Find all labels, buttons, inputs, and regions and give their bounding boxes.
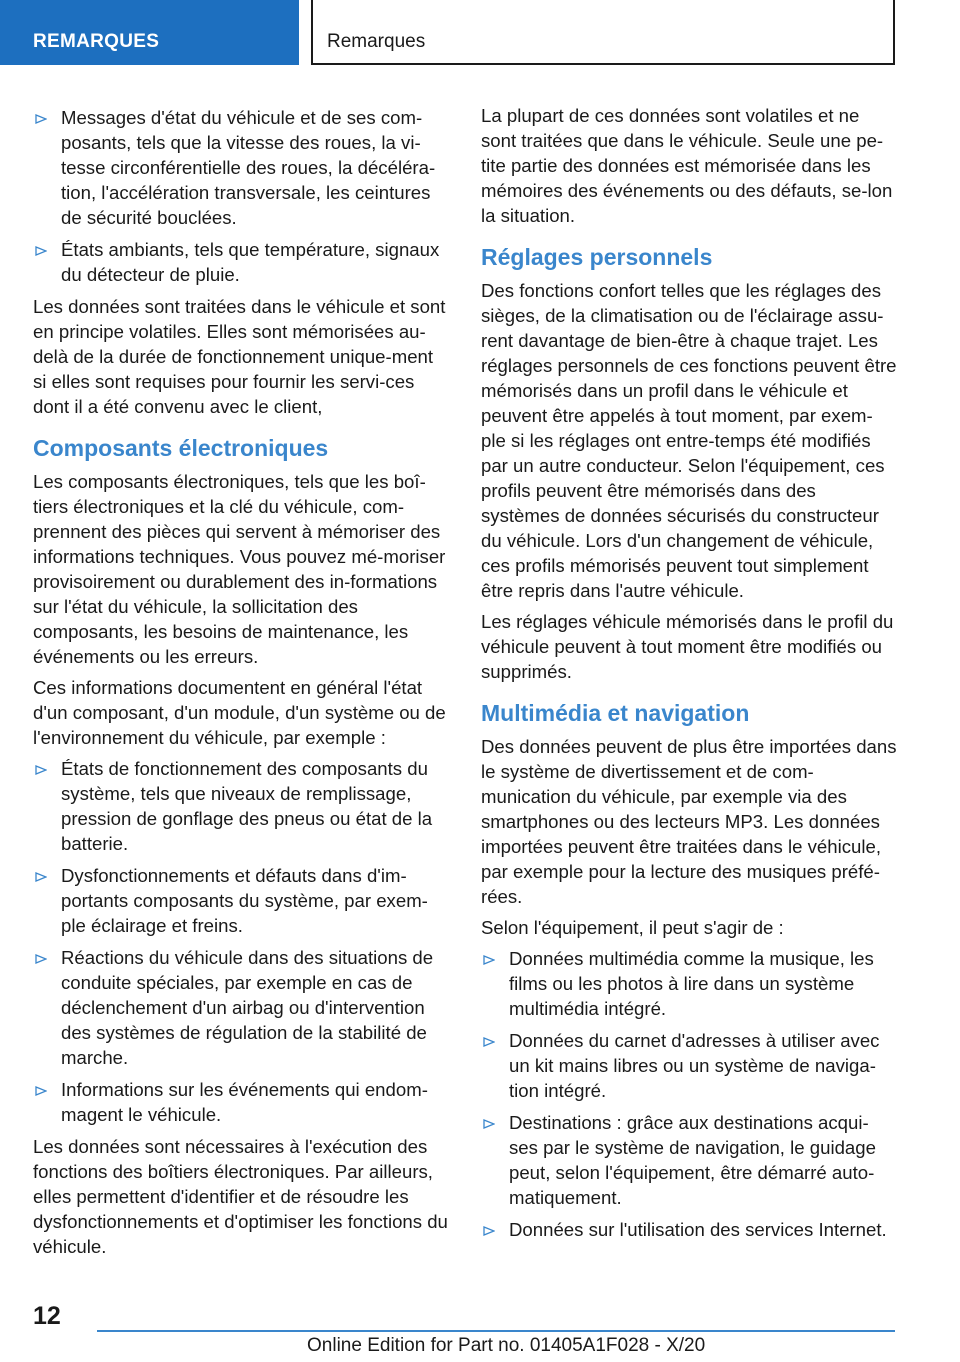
section-tab [0,0,299,65]
list-item: États de fonctionnement des composants du système, tels que niveaux de remplissage, pression de gonflage des pneus ou état de la batterie. [33,756,449,856]
page-header [311,0,895,65]
paragraph: Les composants électroniques, tels que les boî-tiers électroniques et la clé du véhicule, com-prennent des pièces qui servent à mémoriser des informations techniques. Vous pouvez mé-moriser provisoirement ou durablement des in-formations sur l'état du véhicule, la sollicitation des composants, les besoins de maintenance, les événements ou les erreurs. [33,471,446,667]
list-item: Destinations : grâce aux destinations acqui-ses par le système de navigation, le guidage peut, selon l'équipement, être démarré auto-matiquement. [481,1110,897,1210]
bullet-triangle-icon [35,872,47,882]
page-number: 12 [33,1302,61,1330]
bullet-triangle-icon [483,1037,495,1047]
right-column [481,103,897,1249]
section-label: REMARQUES [33,31,160,52]
paragraph: Les données sont nécessaires à l'exécution des fonctions des boîtiers électroniques. Par ailleurs, elles permettent d'identifier et de résoudre les dysfonctionnements et d'optimiser les fonctions du véhicule. [33,1136,448,1257]
paragraph: Des données peuvent de plus être importées dans le système de divertissement et de com-munication du véhicule, par exemple via des smartphones ou des lecteurs MP3. Les données importées peuvent être traitées dans le véhicule, par exemple pour la lecture des musiques préfé-rées. [481,736,897,907]
footer-divider [97,1330,895,1332]
paragraph: Les données sont traitées dans le véhicule et sont en principe volatiles. Elles sont mémorisées au-delà de la durée de fonctionnement unique-ment si elles sont requises pour fournir les servi-ces dont il a été convenu avec le client, [33,296,446,417]
bullet-triangle-icon [35,1086,47,1096]
paragraph: Ces informations documentent en général l'état d'un composant, d'un module, d'un système ou de l'environnement du véhicule, par exemple : [33,677,446,748]
multimedia-list [481,946,897,1242]
paragraph: La plupart de ces données sont volatiles et ne sont traitées que dans le véhicule. Seule une pe-tite partie des données est mémorisée dans les mémoires des événements ou des défauts, se-lon la situation. [481,105,893,226]
paragraph: Les réglages véhicule mémorisés dans le profil du véhicule peuvent à tout moment être modifiés ou supprimés. [481,611,894,682]
footer-edition-text: Online Edition for Part no. 01405A1F028 - X/20 [307,1335,706,1356]
bullet-triangle-icon [35,246,47,256]
section-heading: Réglages personnels [481,244,713,270]
list-item: Messages d'état du véhicule et de ses com-posants, tels que la vitesse des roues, la vi-tesse circonférentielle des roues, la décéléra-tion, l'accélération transversale, les ceintures de sécurité bouclées. [33,105,449,230]
paragraph: Des fonctions confort telles que les réglages des sièges, de la climatisation ou de l'éclairage assu-rent davantage de bien-être à chaque trajet. Les réglages personnels de ces fonctions peuvent être mémorisés dans un profil dans le véhicule et peuvent être appelés à tout moment, par exem-ple si les réglages ont entre-temps été modifiés par un autre conducteur. Selon l'équipement, ces profils peuvent être mémorisés dans des systèmes de données sécurisés du constructeur du véhicule. Lors d'un changement de véhicule, ces profils mémorisés peuvent tout simplement être repris dans l'autre véhicule. [481,280,897,601]
list-item: Réactions du véhicule dans des situations de conduite spéciales, par exemple en cas de déclenchement d'un airbag ou d'intervention des systèmes de régulation de la stabilité de marche. [33,945,449,1070]
bullet-triangle-icon [35,954,47,964]
bullet-triangle-icon [483,1226,495,1236]
bullet-triangle-icon [35,114,47,124]
bullet-triangle-icon [35,765,47,775]
list-item: Données multimédia comme la musique, les films ou les photos à lire dans un système multimédia intégré. [481,946,897,1021]
section-heading: Multimédia et navigation [481,700,750,726]
bullet-triangle-icon [483,1119,495,1129]
list-item: États ambiants, tels que température, signaux du détecteur de pluie. [33,237,449,287]
examples-list [33,756,449,1127]
status-list [33,105,449,287]
page-title: Remarques [327,31,426,52]
paragraph: Selon l'équipement, il peut s'agir de : [481,917,784,938]
bullet-triangle-icon [483,955,495,965]
list-item: Informations sur les événements qui endom-magent le véhicule. [33,1077,449,1127]
list-item: Données du carnet d'adresses à utiliser avec un kit mains libres ou un système de naviga-tion intégré. [481,1028,897,1103]
list-item: Dysfonctionnements et défauts dans d'im-portants composants du système, par exem-ple éclairage et freins. [33,863,449,938]
left-column [33,103,449,1265]
list-item: Données sur l'utilisation des services Internet. [481,1217,897,1242]
section-heading: Composants électroniques [33,435,329,461]
